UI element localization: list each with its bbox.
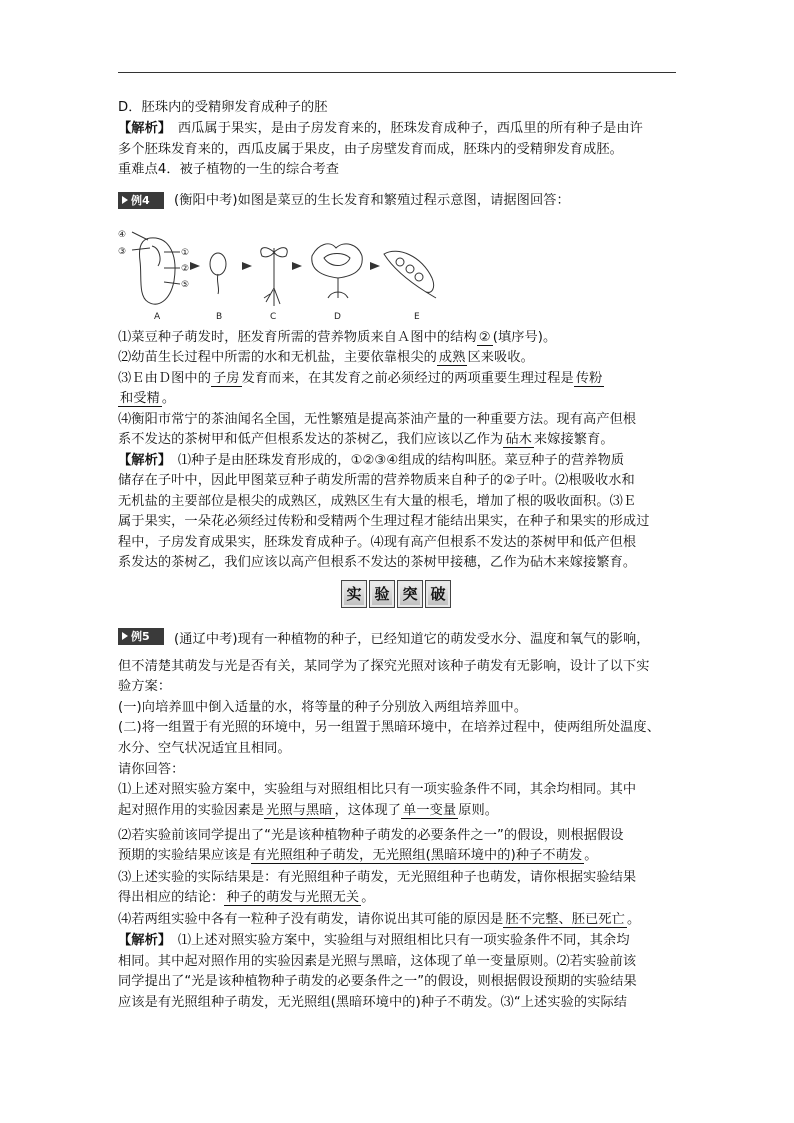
figure-label-d: D — [334, 312, 341, 322]
part-2-cont — [118, 846, 598, 865]
marker-2: ② — [181, 264, 190, 274]
banner-char-4: 破 — [425, 580, 451, 608]
analysis-5-line-1 — [118, 931, 630, 950]
part-4-tail: 。 — [626, 912, 641, 927]
example-5-line-3: 验方案： — [118, 679, 172, 694]
arrows — [190, 262, 380, 270]
analysis-4-line-5: 程中，子房发育成果实，胚珠发育成种子。⑷现有高产但根系不发达的茶树甲和低产但根 — [118, 535, 637, 550]
analysis-4-line-4: 属于果实，一朵花必须经过传粉和受精两个生理过程才能结出果实，在种子和果实的形成过 — [118, 514, 650, 529]
part-3-tail: 。 — [361, 890, 375, 905]
answer-1: ② — [478, 330, 491, 345]
part-1-mid: ，这体现了 — [334, 803, 402, 818]
figure-label-e: E — [414, 312, 420, 322]
question-4: ⑷衡阳市常宁的茶油闻名全国，无性繁殖是提高茶油产量的一种重要方法。现有高产但根 — [118, 412, 637, 427]
example-4-label: 例4 — [131, 194, 150, 207]
pod-diagram-e — [384, 251, 436, 298]
question-1-tail: (填序号)。 — [492, 330, 557, 345]
section-heading: 重难点4．被子植物的一生的综合考查 — [118, 162, 340, 177]
part-1-text: 起对照作用的实验因素是 — [118, 803, 265, 818]
banner-char-3: 突 — [397, 580, 423, 608]
header-rule — [118, 72, 676, 73]
answer-3-fertilization: 和受精 — [120, 391, 160, 406]
figure-label-b: B — [216, 312, 223, 322]
example-5-stem: (通辽中考)现有一种植物的种子，已经知道它的萌发受水分、温度和氧气的影响， — [174, 632, 650, 647]
part-2: ⑵若实验前该同学提出了“光是该种植物种子萌发的必要条件之一”的假设，则根据假设 — [118, 828, 624, 843]
question-2 — [118, 348, 534, 367]
answer-reason: 胚不完整、胚已死亡 — [505, 912, 625, 927]
bean-lifecycle-figure — [118, 226, 448, 322]
answer-conclusion: 种子的萌发与光照无关 — [226, 890, 360, 905]
example-5-prompt: 请你回答： — [118, 762, 185, 777]
part-4 — [118, 910, 640, 929]
seed-diagram-a — [132, 232, 180, 304]
question-2-text: ⑵幼苗生长过程中所需的水和无机盐，主要依靠根尖的 — [118, 350, 437, 365]
example-5-line-2: 但不清楚其萌发与光是否有关，某同学为了探究光照对该种子萌发有无影响，设计了以下实 — [118, 659, 650, 674]
question-4-tail: 来嫁接繁育。 — [533, 432, 614, 447]
seed-diagram-b — [210, 253, 226, 294]
option-d: D．胚珠内的受精卵发育成种子的胚 — [118, 100, 328, 115]
marker-4: ④ — [118, 230, 127, 240]
example-5-step-1: (一)向培养皿中倒入适量的水，将等量的种子分别放入两组培养皿中。 — [118, 700, 528, 715]
answer-expected-result: 有光照组种子萌发，无光照组(黑暗环境中的)种子不萌发 — [252, 848, 583, 863]
analysis-4-line-2: 储存在子叶中，因此甲图菜豆种子萌发所需的营养物质来自种子的②子叶。⑵根吸收水和 — [118, 473, 635, 488]
analysis-4-line-6: 系发达的茶树乙，我们应该以高产但根系不发达的茶树甲接穗，乙作为砧木来嫁接繁育。 — [118, 555, 637, 570]
example-5-step-2-cont: 水分、空气状况适宜且相同。 — [118, 741, 291, 756]
figure-label-c: C — [270, 312, 277, 322]
answer-4: 砧木 — [505, 432, 532, 447]
experiment-breakthrough-banner — [341, 580, 451, 608]
question-1-text: ⑴菜豆种子萌发时，胚发育所需的营养物质来自Ａ图中的结构 — [118, 330, 477, 345]
analysis-text: ⑴种子是由胚珠发育形成的，①②③④组成的结构叫胚。菜豆种子的营养物质 — [164, 453, 625, 468]
analysis-1-line — [118, 119, 643, 138]
analysis-1-line-2: 多个胚珠发育来的，西瓜皮属于果皮，由子房壁发育而成，胚珠内的受精卵发育成胚。 — [118, 142, 623, 157]
example-4-badge — [118, 192, 164, 209]
example-5-step-2: (二)将一组置于有光照的环境中，另一组置于黑暗环境中，在培养过程中，使两组所处温度、 — [118, 720, 660, 735]
banner-char-1: 实 — [341, 580, 367, 608]
example-5-label: 例5 — [131, 630, 150, 643]
question-3-cont — [118, 389, 175, 408]
example-5-badge — [118, 628, 164, 645]
question-1 — [118, 328, 556, 347]
marker-1: ① — [181, 248, 190, 258]
marker-3: ③ — [118, 247, 127, 257]
answer-single-variable: 单一变量 — [403, 803, 457, 818]
part-2-text: 预期的实验结果应该是 — [118, 848, 251, 863]
part-3-cont — [118, 888, 374, 907]
seedling-diagram-c — [261, 248, 288, 306]
marker-5: ⑤ — [181, 280, 190, 290]
flower-diagram-d — [312, 244, 362, 298]
analysis-text: ⑴上述对照实验方案中，实验组与对照组相比只有一项实验条件不同，其余均 — [164, 933, 630, 948]
play-icon — [122, 632, 128, 640]
figure-label-a: A — [154, 312, 161, 322]
question-3-text: ⑶Ｅ由Ｄ图中的 — [118, 371, 212, 386]
example-4-stem: (衡阳中考)如图是菜豆的生长发育和繁殖过程示意图，请据图回答： — [174, 193, 570, 208]
answer-light-dark: 光照与黑暗 — [266, 803, 333, 818]
analysis-4-line-1 — [118, 451, 624, 470]
analysis-5-line-2: 相同。其中起对照作用的实验因素是光照与黑暗，这体现了单一变量原则。⑵若实验前该 — [118, 954, 637, 969]
question-4-text: 系不发达的茶树甲和低产但根系发达的茶树乙，我们应该以乙作为 — [118, 432, 504, 447]
answer-2: 成熟 — [438, 350, 466, 365]
question-3 — [118, 369, 604, 388]
play-icon — [122, 196, 128, 204]
part-3-text: 得出相应的结论： — [118, 890, 225, 905]
analysis-text: 西瓜属于果实，是由子房发育来的，胚珠发育成种子，西瓜里的所有种子是由许 — [164, 121, 643, 136]
part-4-text: ⑷若两组实验中各有一粒种子没有萌发，请你说出其可能的原因是 — [118, 912, 504, 927]
analysis-tag: 【解析】 — [118, 453, 165, 468]
question-3-mid: 发育而来，在其发育之前必须经过的两项重要生理过程是 — [241, 371, 574, 386]
analysis-tag: 【解析】 — [118, 121, 165, 136]
part-3: ⑶上述实验的实际结果是：有光照组种子萌发，无光照组种子也萌发，请你根据实验结果 — [118, 870, 637, 885]
answer-3-pollination: 传粉 — [575, 371, 603, 386]
question-2-tail: 区来吸收。 — [467, 350, 534, 365]
part-2-tail: 。 — [584, 848, 598, 863]
analysis-4-line-3: 无机盐的主要部位是根尖的成熟区，成熟区生有大量的根毛，增加了根的吸收面积。⑶Ｅ — [118, 494, 637, 509]
answer-3-ovary: 子房 — [213, 371, 240, 386]
part-1-tail: 原则。 — [458, 803, 499, 818]
part-1-cont — [118, 801, 498, 820]
analysis-5-line-3: 同学提出了“光是该种植物种子萌发的必要条件之一”的假设，则根据假设预期的实验结果 — [118, 974, 637, 989]
question-4-cont — [118, 430, 614, 449]
question-3-tail: 。 — [161, 391, 176, 406]
analysis-tag: 【解析】 — [118, 933, 165, 948]
part-1: ⑴上述对照实验方案中，实验组与对照组相比只有一项实验条件不同，其余均相同。其中 — [118, 782, 637, 797]
analysis-5-line-4: 应该是有光照组种子萌发，无光照组(黑暗环境中的)种子不萌发。⑶“上述实验的实际结 — [118, 995, 628, 1010]
banner-char-2: 验 — [369, 580, 395, 608]
